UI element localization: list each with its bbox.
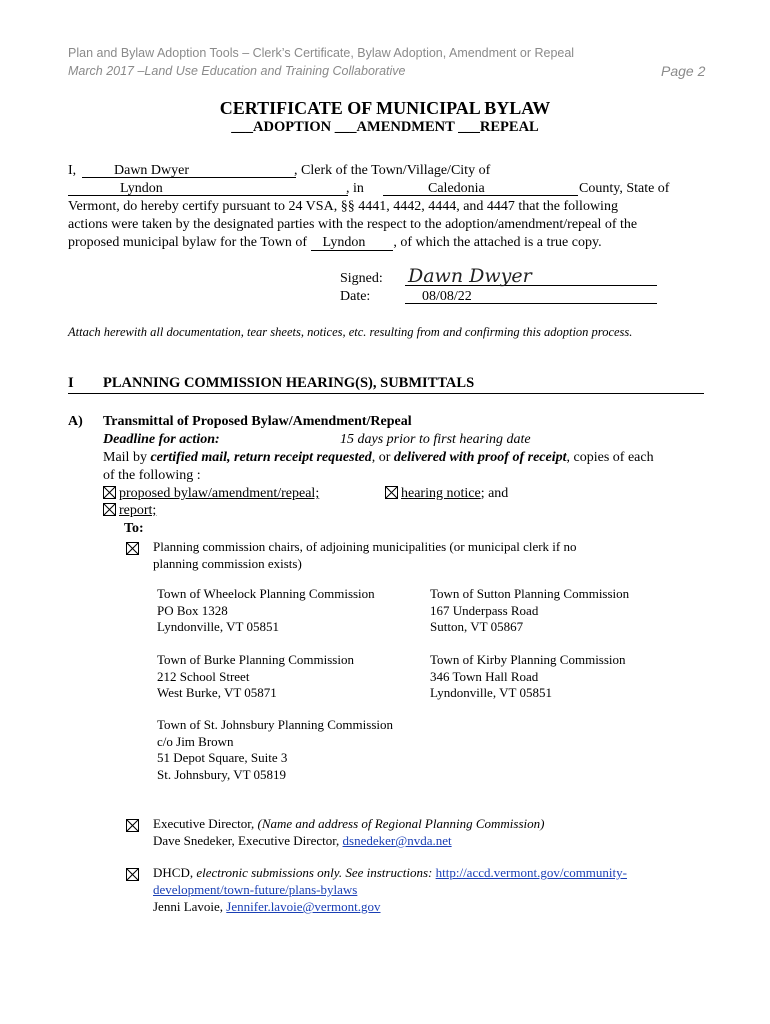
certify-line-1: Vermont, do hereby certify pursuant to 24 VSA, §§ 4441, 4442, 4444, and 4447 that the following [68,199,618,214]
deadline-label: Deadline for action: [103,432,220,447]
dhcd-url-link-cont[interactable]: development/town-future/plans-bylaws [153,882,358,897]
checked-box-icon[interactable] [126,819,139,832]
pc-line-2: planning commission exists) [153,556,302,571]
section-number: I [68,375,74,391]
header-title: Plan and Bylaw Adoption Tools – Clerk’s Certificate, Bylaw Adoption, Amendment or Repeal [68,46,575,60]
clerk-name: Dawn Dwyer [114,163,190,178]
dhcd-label: DHCD, [153,865,197,880]
mail-post: , copies of each [566,450,654,465]
address-line: 167 Underpass Road [430,602,539,618]
certify-line-2: actions were taken by the designated parties with the respect to the adoption/amendment/repeal of the [68,217,638,232]
address-line: St. Johnsbury, VT 05819 [157,766,287,782]
address-burke [157,652,354,702]
checkbox-hearing[interactable] [385,485,508,503]
signature: Dawn Dwyer [408,265,532,287]
address-name: Town of Kirby Planning Commission [430,652,626,667]
checked-box-icon[interactable] [103,486,116,499]
dhcd-url-link[interactable]: http://accd.vermont.gov/community- [435,865,627,880]
address-name: Town of Wheelock Planning Commission [157,586,375,601]
header-subtitle: March 2017 –Land Use Education and Training Collaborative [68,64,406,78]
county-name: Caledonia [428,181,485,196]
section-rule [68,393,704,394]
checkbox-executive-director[interactable] [126,817,142,835]
exec-label: Executive Director, [153,816,258,831]
certificate-title: CERTIFICATE OF MUNICIPAL BYLAW [219,98,551,118]
dhcd-note: electronic submissions only. See instructions: [196,865,436,880]
page-number: Page 2 [661,63,706,79]
to-label: To: [124,521,144,536]
checkbox-report[interactable] [103,502,156,520]
address-st-johnsbury [157,717,393,783]
attach-note: Attach herewith all documentation, tear sheets, notices, etc. resulting from and confirming this adoption process. [68,325,633,339]
dhcd-person: Jenni Lavoie, [153,899,227,914]
checkbox-planning-commission[interactable] [126,540,142,558]
dhcd-line-2 [153,881,357,898]
certify-town: Lyndon [311,235,394,251]
signed-label: Signed: [340,271,383,286]
date-label: Date: [340,289,371,304]
town-name: Lyndon [120,181,163,196]
date-value: 08/08/22 [422,289,472,304]
pc-line-1: Planning commission chairs, of adjoining municipalities (or municipal clerk if no [153,539,577,554]
in-label: , in [346,181,364,196]
address-line: Lyndonville, VT 05851 [430,685,552,700]
dhcd-line-1 [153,864,627,881]
dhcd-email-link[interactable]: Jennifer.lavoie@vermont.gov [226,899,381,914]
checked-box-icon[interactable] [126,868,139,881]
address-line: 212 School Street [157,668,250,684]
address-name: Town of Sutton Planning Commission [430,586,630,601]
exec-note: (Name and address of Regional Planning Commission) [257,816,545,831]
address-line: 346 Town Hall Road [430,668,539,684]
address-kirby [430,652,626,702]
address-line: Sutton, VT 05867 [430,619,524,634]
mail-certified: certified mail, return receipt requested [150,450,372,465]
mail-instructions [103,449,654,467]
address-sutton [430,586,629,636]
checkbox-dhcd[interactable] [126,866,142,884]
checkbox-proposed-label: proposed bylaw/amendment/repeal; [119,486,320,501]
checkbox-hearing-post: ; and [480,486,509,501]
item-letter: A) [68,414,83,429]
checkbox-hearing-label: hearing notice [401,486,481,501]
address-name: Town of Burke Planning Commission [157,652,354,667]
certificate-subtitle: ___ADOPTION ___AMENDMENT ___REPEAL [231,119,539,135]
certify-line-3: proposed municipal bylaw for the Town of [68,235,308,250]
deadline-value: 15 days prior to first hearing date [340,432,531,447]
checked-box-icon[interactable] [385,486,398,499]
section-title: PLANNING COMMISSION HEARING(S), SUBMITTALS [103,375,475,391]
mail-or: , or [371,450,394,465]
clerk-of-text: , Clerk of the Town/Village/City of [294,163,491,178]
i-label: I, [68,163,77,178]
exec-email-link[interactable]: dsnedeker@nvda.net [342,833,452,848]
mail-delivered: delivered with proof of receipt [393,450,567,465]
address-name: Town of St. Johnsbury Planning Commission [157,717,393,732]
certify-line-3-end: , of which the attached is a true copy. [393,235,602,250]
county-state-text: County, State of [579,181,670,196]
exec-line-1 [153,815,544,832]
address-line: Lyndonville, VT 05851 [157,619,279,634]
checked-box-icon[interactable] [126,542,139,555]
address-line: West Burke, VT 05871 [157,685,277,700]
item-title: Transmittal of Proposed Bylaw/Amendment/Repeal [103,414,412,429]
dhcd-line-3 [153,898,381,915]
exec-line-2 [153,832,452,849]
checked-box-icon[interactable] [103,503,116,516]
address-line: c/o Jim Brown [157,733,234,749]
address-line: 51 Depot Square, Suite 3 [157,750,288,765]
address-line: PO Box 1328 [157,602,228,618]
town-line [68,195,348,196]
checkbox-report-label: report; [119,503,157,518]
address-wheelock [157,586,375,636]
mail-line-2: of the following : [103,468,201,483]
mail-pre: Mail by [103,450,151,465]
exec-person: Dave Snedeker, Executive Director, [153,833,343,848]
checkbox-proposed[interactable] [103,485,319,503]
